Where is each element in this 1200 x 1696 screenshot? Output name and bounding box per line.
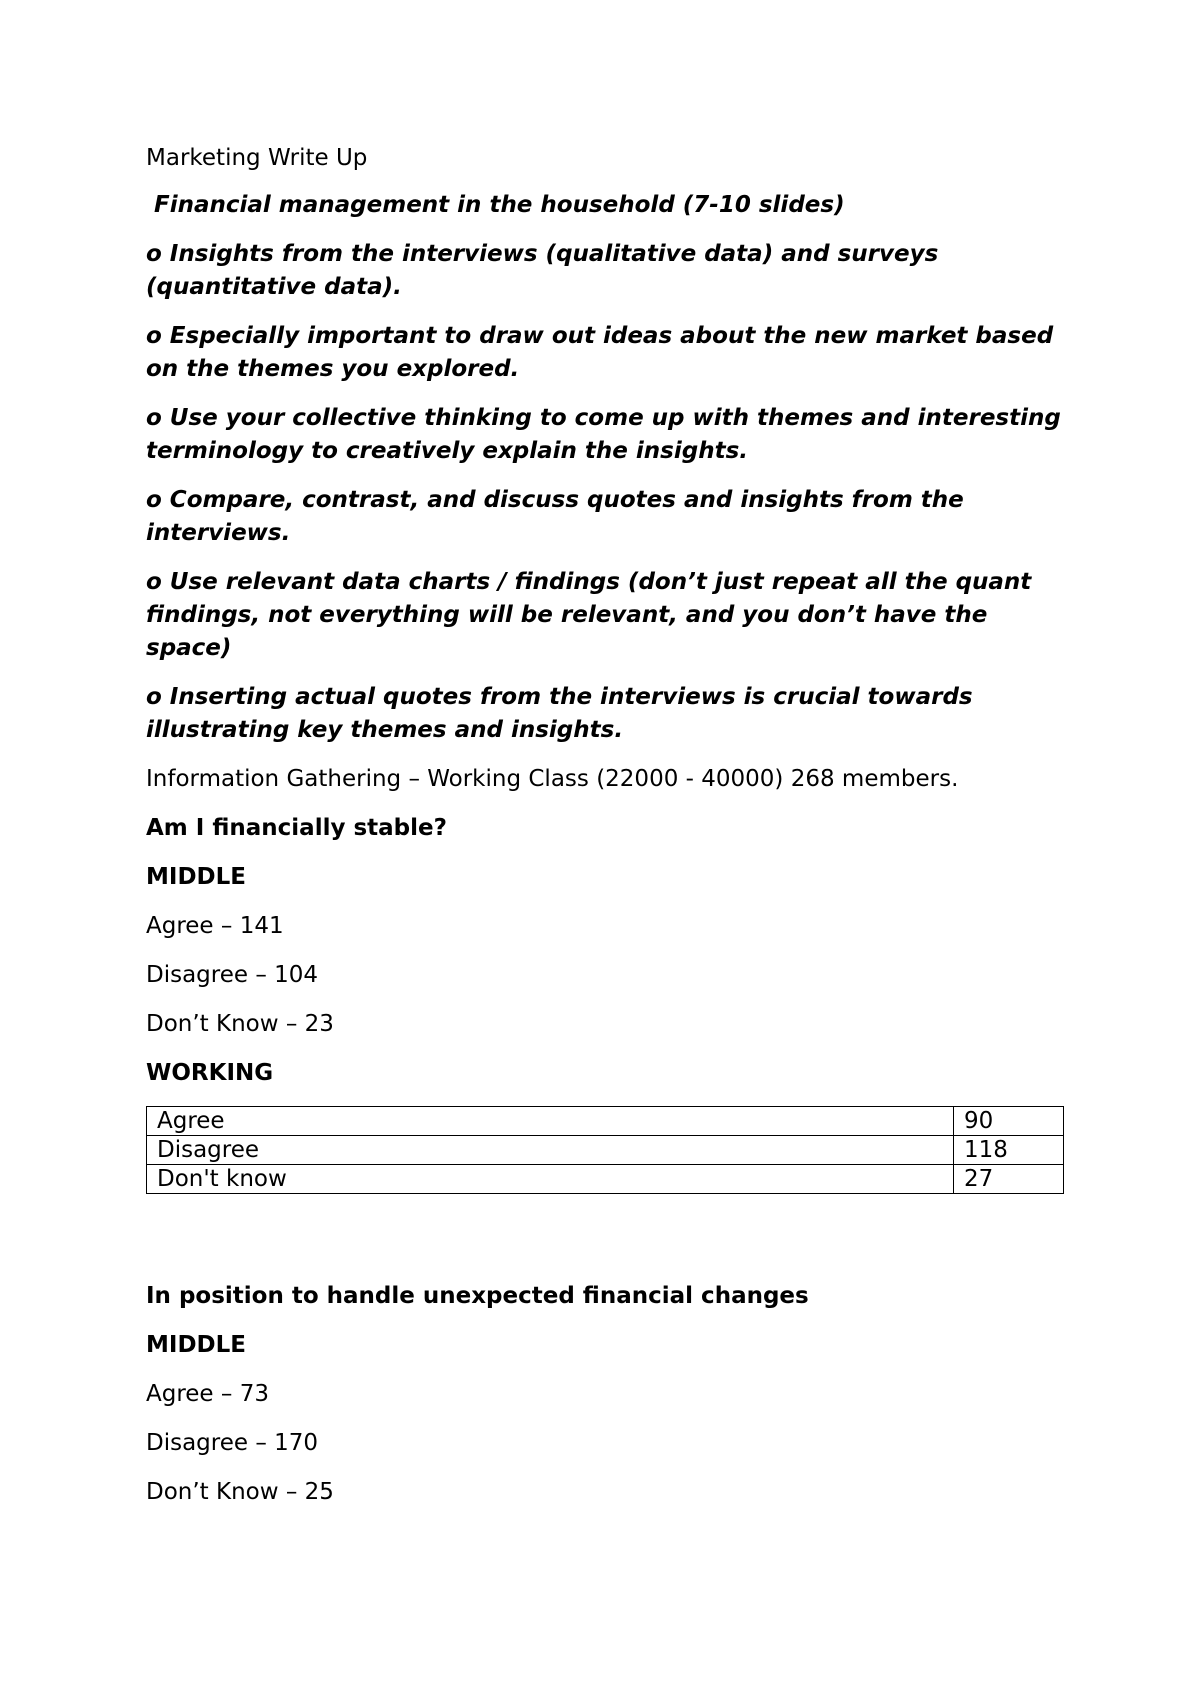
q2-middle-result: Agree – 73 — [146, 1381, 269, 1407]
spacer — [146, 1194, 1066, 1280]
table-cell-label: Disagree — [147, 1136, 954, 1165]
table-cell-label: Don't know — [147, 1165, 954, 1194]
table-cell-value: 90 — [954, 1107, 1064, 1136]
table-row — [147, 1107, 1064, 1136]
table-cell-label: Agree — [147, 1107, 954, 1136]
bullet-item: o Compare, contrast, and discuss quotes and insights from the interviews. — [146, 487, 964, 546]
q1-working-label: WORKING — [146, 1060, 274, 1086]
q2-middle-result: Don’t Know – 25 — [146, 1479, 334, 1505]
q1-middle-label: MIDDLE — [146, 864, 246, 890]
q2-middle-result: Disagree – 170 — [146, 1430, 319, 1456]
bullet-item: o Insights from the interviews (qualitative data) and surveys (quantitative data). — [146, 241, 939, 300]
working-results-table — [146, 1106, 1064, 1194]
doc-title: Marketing Write Up — [146, 145, 368, 171]
bullet-item: o Inserting actual quotes from the interviews is crucial towards illustrating key themes and insights. — [146, 684, 973, 743]
table-row — [147, 1165, 1064, 1194]
info-line: Information Gathering – Working Class (22000 - 40000) 268 members. — [146, 766, 959, 792]
question-2-heading: In position to handle unexpected financial changes — [146, 1283, 809, 1309]
bullet-item: o Especially important to draw out ideas about the new market based on the themes you explored. — [146, 323, 1054, 382]
document-body — [146, 142, 1066, 1525]
bullet-item: o Use relevant data charts / findings (don’t just repeat all the quant findings, not everything will be relevant, and you don’t have the space) — [146, 569, 1032, 661]
table-row — [147, 1136, 1064, 1165]
q2-middle-label: MIDDLE — [146, 1332, 246, 1358]
table-cell-value: 27 — [954, 1165, 1064, 1194]
bullet-item: o Use your collective thinking to come up with themes and interesting terminology to creatively explain the insights. — [146, 405, 1061, 464]
q1-middle-result: Agree – 141 — [146, 913, 284, 939]
q1-middle-result: Disagree – 104 — [146, 962, 319, 988]
table-cell-value: 118 — [954, 1136, 1064, 1165]
question-1-heading: Am I financially stable? — [146, 815, 447, 841]
doc-subtitle: Financial management in the household (7-10 slides) — [154, 192, 845, 218]
q1-middle-result: Don’t Know – 23 — [146, 1011, 334, 1037]
